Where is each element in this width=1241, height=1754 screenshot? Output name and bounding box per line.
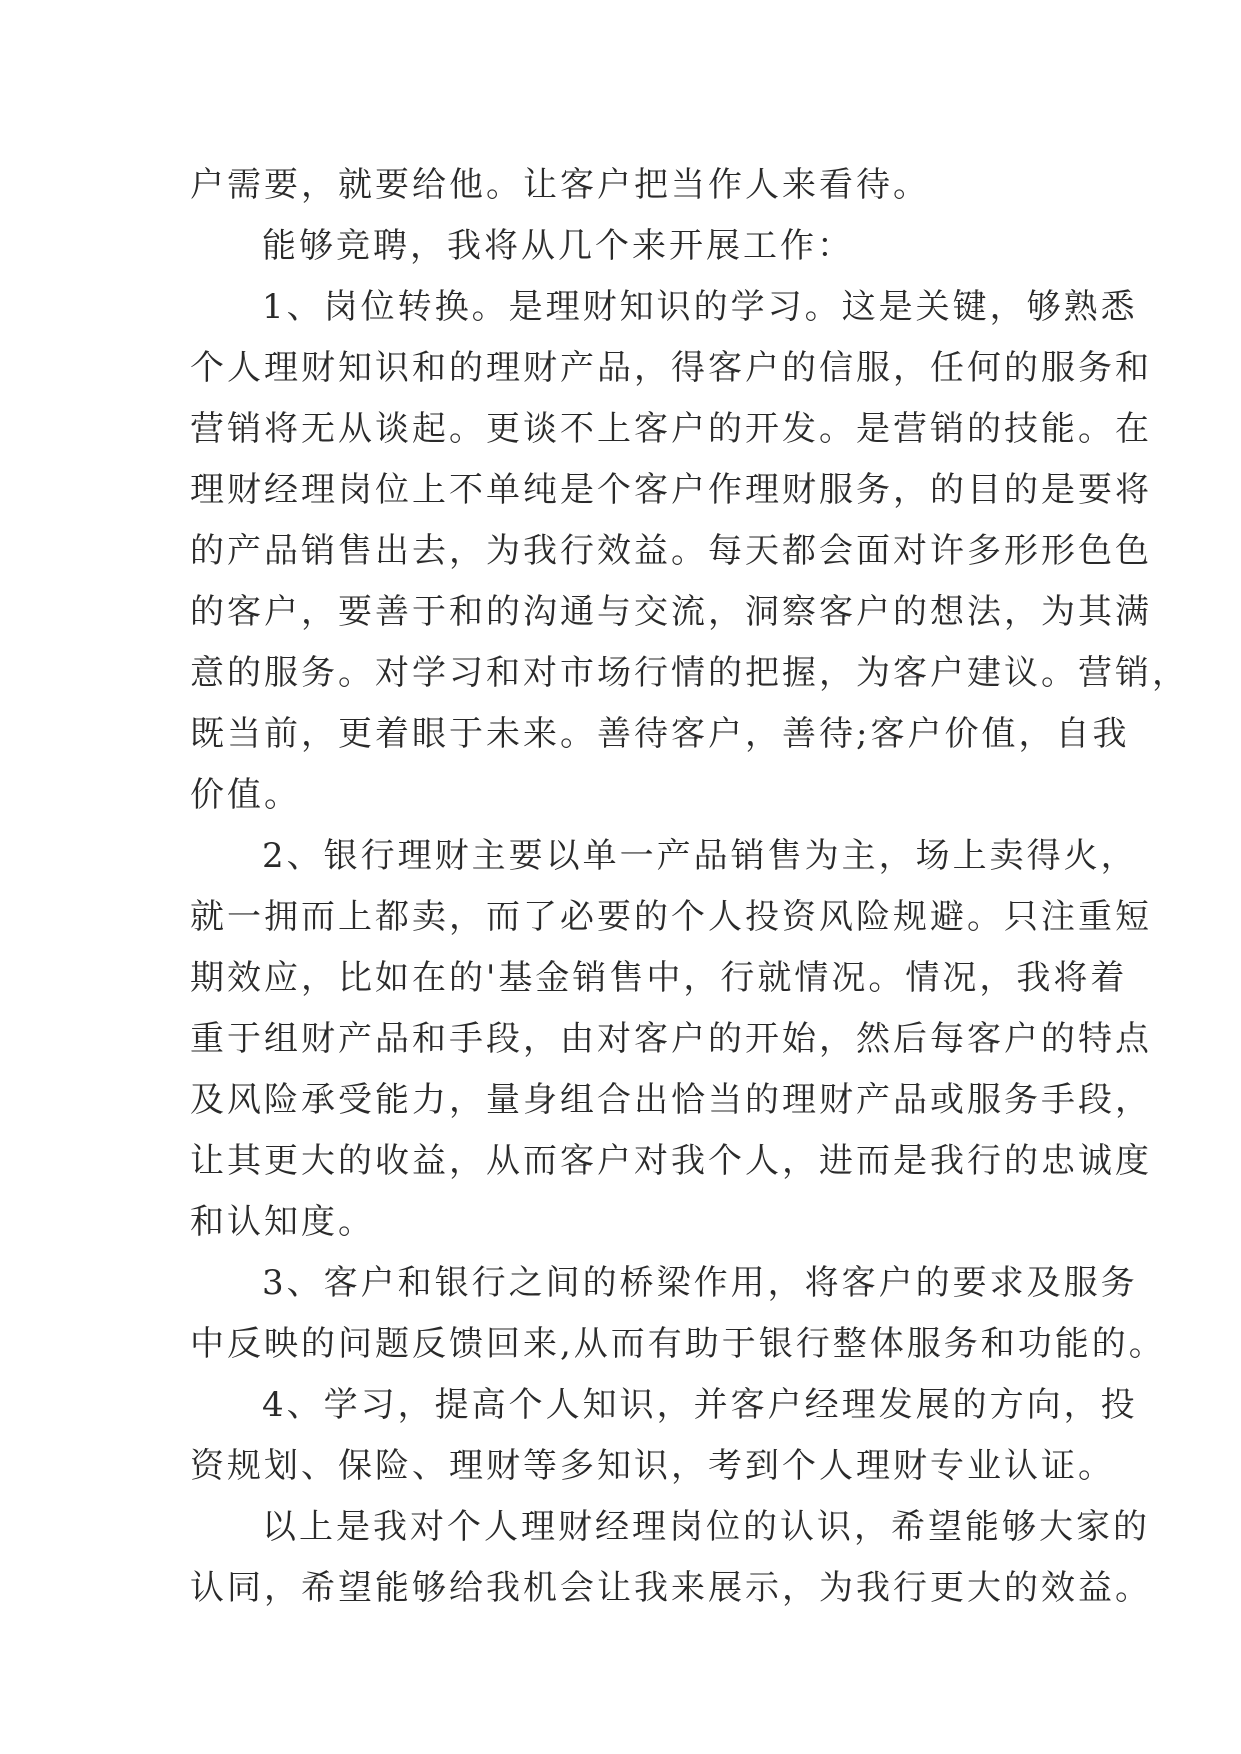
text-line: 就一拥而上都卖，而了必要的个人投资风险规避。只注重短 bbox=[190, 897, 1152, 937]
text-line: 以上是我对个人理财经理岗位的认识，希望能够大家的 bbox=[262, 1507, 1150, 1547]
text-line: 重于组财产品和手段，由对客户的开始，然后每客户的特点 bbox=[190, 1019, 1152, 1059]
text-line: 资规划、保险、理财等多知识，考到个人理财专业认证。 bbox=[190, 1446, 1115, 1486]
text-line: 意的服务。对学习和对市场行情的把握，为客户建议。营销， bbox=[190, 653, 1189, 693]
text-line: 既当前，更着眼于未来。善待客户，善待;客户价值，自我 bbox=[190, 714, 1130, 754]
text-line: 3、客户和银行之间的桥梁作用，将客户的要求及服务 bbox=[262, 1263, 1138, 1303]
text-line: 价值。 bbox=[190, 775, 301, 815]
text-line: 能够竞聘，我将从几个来开展工作： bbox=[262, 226, 854, 266]
text-line: 期效应，比如在的'基金销售中，行就情况。情况，我将着 bbox=[190, 958, 1128, 998]
text-line: 理财经理岗位上不单纯是个客户作理财服务，的目的是要将 bbox=[190, 470, 1152, 510]
text-line: 中反映的问题反馈回来,从而有助于银行整体服务和功能的。 bbox=[190, 1324, 1166, 1364]
text-line: 2、银行理财主要以单一产品销售为主，场上卖得火， bbox=[262, 836, 1138, 876]
text-line: 1、岗位转换。是理财知识的学习。这是关键，够熟悉 bbox=[262, 287, 1138, 327]
text-line: 户需要，就要给他。让客户把当作人来看待。 bbox=[190, 165, 930, 205]
text-line: 和认知度。 bbox=[190, 1202, 375, 1242]
text-line: 的产品销售出去，为我行效益。每天都会面对许多形形色色 bbox=[190, 531, 1152, 571]
text-line: 4、学习，提高个人知识，并客户经理发展的方向，投 bbox=[262, 1385, 1138, 1425]
text-line: 认同，希望能够给我机会让我来展示，为我行更大的效益。 bbox=[190, 1568, 1152, 1608]
document-body bbox=[190, 155, 1189, 1619]
text-line: 的客户，要善于和的沟通与交流，洞察客户的想法，为其满 bbox=[190, 592, 1152, 632]
text-line: 让其更大的收益，从而客户对我个人，进而是我行的忠诚度 bbox=[190, 1141, 1152, 1181]
text-line: 营销将无从谈起。更谈不上客户的开发。是营销的技能。在 bbox=[190, 409, 1152, 449]
text-line: 个人理财知识和的理财产品，得客户的信服，任何的服务和 bbox=[190, 348, 1152, 388]
text-line: 及风险承受能力，量身组合出恰当的理财产品或服务手段， bbox=[190, 1080, 1152, 1120]
